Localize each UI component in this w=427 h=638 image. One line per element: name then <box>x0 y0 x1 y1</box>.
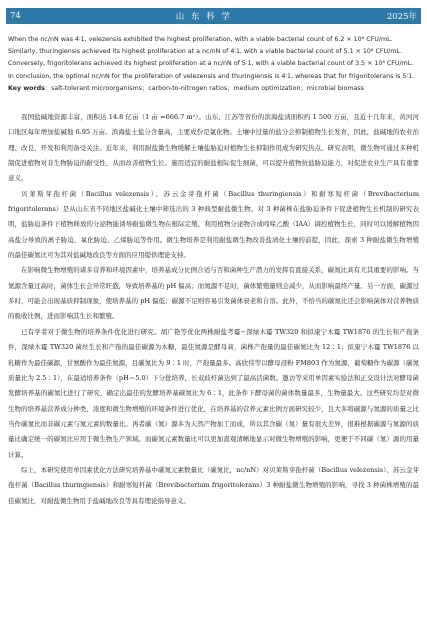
keywords-label: Key words <box>8 84 45 92</box>
abstract-line: Conversely, frigoritolerans achieved its highest proliferation at a nc/nN of 5∶1, with a viable bacterial count of 3.5 × 10⁸ CFU/mL. <box>8 60 414 68</box>
issue-year: 2025年 <box>386 12 417 22</box>
body-paragraph: 综上，本研究使用单因素优化方法研究培养基中碳氮元素数量比（碳氮比，nc/nN）对贝莱斯芽孢杆菌（Bacillus velezensis）、苏云金芽孢杆菌（Bacillus thuringiensis）和耐寒短杆菌（Brevibacterium frigoritolerans）3 种耐盐微生物增殖的影响，寻找 3 种菌株增殖的最佳碳氮比，对耐盐微生物用于盐碱地改良等具有理论指导意义。 <box>8 465 419 505</box>
body-paragraph: 在影响微生物增殖的诸多营养和环境因素中，培养基成分比例合适与否和菌种生产潜力的发挥有直接关系，碳氮比具有尤其重要的影响。当氮源含量过高时，菌体生长会异常旺盛，导致培养基的 pH 偏高；而氮源不足时，菌体繁殖量则会减少，从而影响最终产量。另一方面，碳源过多时，可能会出现基质抑制现象，使培养基的 pH 偏低；碳源不足则容易引发菌体衰老和自溶。此外，不恰当的碳氮比还会影响菌体对营养物质的吸收比例，进而影响其生长和繁殖。 <box>8 266 419 321</box>
abstract-line: Similarly, thuringiensis achieved its highest proliferation at a nc/nN of 4∶1, with a viable bacterial count of 5.1 × 10⁸ CFU/mL. <box>8 48 402 56</box>
body-paragraph: 我国盐碱地资源丰富，面积达 14.8 亿亩（1 亩 =666.7 m²）。山东、江苏等省份的滨海盐渍面积约 1 500 万亩，且近十几年来，黄河河口地区每年增加盐碱地 6.95 万亩。滨海盐土盐分含量高，主要成份是氯化物。土壤中过量的盐分会抑制植物生长发育，因此，盐碱地的农业治理、改良、开发和利用备受关注。近年来，利用耐盐微生物缓解土壤盐胁迫对植物生长抑制作用成为研究热点。研究表明，微生物可通过多种机制促进植物对非生物胁迫的耐受性，从而改善植物生长。施用适宜的耐盐根际促生细菌，可以提升植物抗盐胁迫能力，对促进农业生产具有重要意义。 <box>8 113 419 183</box>
abstract-line: In conclusion, the optimal nc/nN for the proliferation of velezensis and thuringiensis is 4∶1, whereas that for frigoritolerans is 5∶1. <box>8 72 415 80</box>
page-number: 74 <box>10 11 21 21</box>
journal-name: 山 东 科 学 <box>175 12 232 22</box>
abstract-line: When the nc/nN was 4∶1, velezensis exhibited the highest proliferation, with a viable bacterial count of 6.2 × 10⁸ CFU/mL. <box>8 36 393 43</box>
body-paragraph: 已有学者对于微生物的培养条件优化进行研究。胡广艳等优化两株耐盐考霉−深绿木霉 TW320 和拟康宁木霉 TW1876 的生长和产孢条件，深绿木霉 TW320 菌丝生长和产孢的最佳碳源为木糖，最佳氮源是酵母膏，菌株产孢量的最佳碳氮比为 12∶1；拟康宁木霉 TW1876 以乳糖作为最佳碳源，甘氨酸作为最佳氮源，且碳氮比为 9∶1 时，产孢量最多。高欣伟等以酵母浸粉 FM803 作为氮源，葡萄糖作为碳源（碳氮质量比为 2.5∶1），在最适培养条件（pH＝5.0）下分批培养，长双歧杆菌达到了最高活菌数。邀访等采用单因素实验法和正交设计法对酵母菌发酵培养基的碳氮比进行了研究，确定出最佳的发酵培养基碳氮比为 6∶1，此条件下酵母菌的菌体数量最多，生物量最大。这些研究均是对微生物的培养基营养成分种类、浓度和微生物增殖的环境条件进行优化，在培养基的营养元素比例方面研究较少，且大多将碳源与氮源的质量之比当作碳氮比而非碳元素与氮元素的数量比。再者碳（氮）源多为天然产物加工而成，所以其含碳（氮）量有很大差异，很难根据碳源与氮源的质量比确定统一的碳氮比应用于微生物生产领域。而碳氮元素数量比可以更加直观清晰地显示对微生物增殖的影响，更便于不同碳（氮）源的用量计算。 <box>8 327 419 459</box>
article-body <box>8 110 419 509</box>
english-abstract <box>8 34 419 95</box>
running-header <box>6 8 421 24</box>
body-paragraph: 贝莱斯芽孢杆菌（Bacillus velezensis）、苏云金芽孢杆菌（Bacillus thuringiensis）和耐寒短杆菌（Brevibacterium frigoritolerans）是从山东省不同地区盐碱化土壤中筛选出的 3 种典型耐盐微生物。对 3 种菌株在盐胁迫条件下促进植物生长机制的研究表明，盐胁迫条件下植物释放的分泌物能诱导耐盐微生物在根际定殖，利用植物分泌物合成吲哚乙酸（IAA）调控植物生长，同时可以缓解植物因高盐分导致的离子胁迫、氧化胁迫、乙烯胁迫等作用。微生物培养是利用耐盐微生物改善盐渍化土壤的前提，因此，探索 3 种耐盐微生物增殖的最佳碳氮比可为其对盐碱地改良等方面的应用提供理论支持。 <box>8 189 419 260</box>
keywords-line <box>8 83 419 95</box>
keywords-text: ：salt-tolerant microorganisms；carbon-to-nitrogen ratios；medium optimization；microbial biomass <box>44 84 364 92</box>
